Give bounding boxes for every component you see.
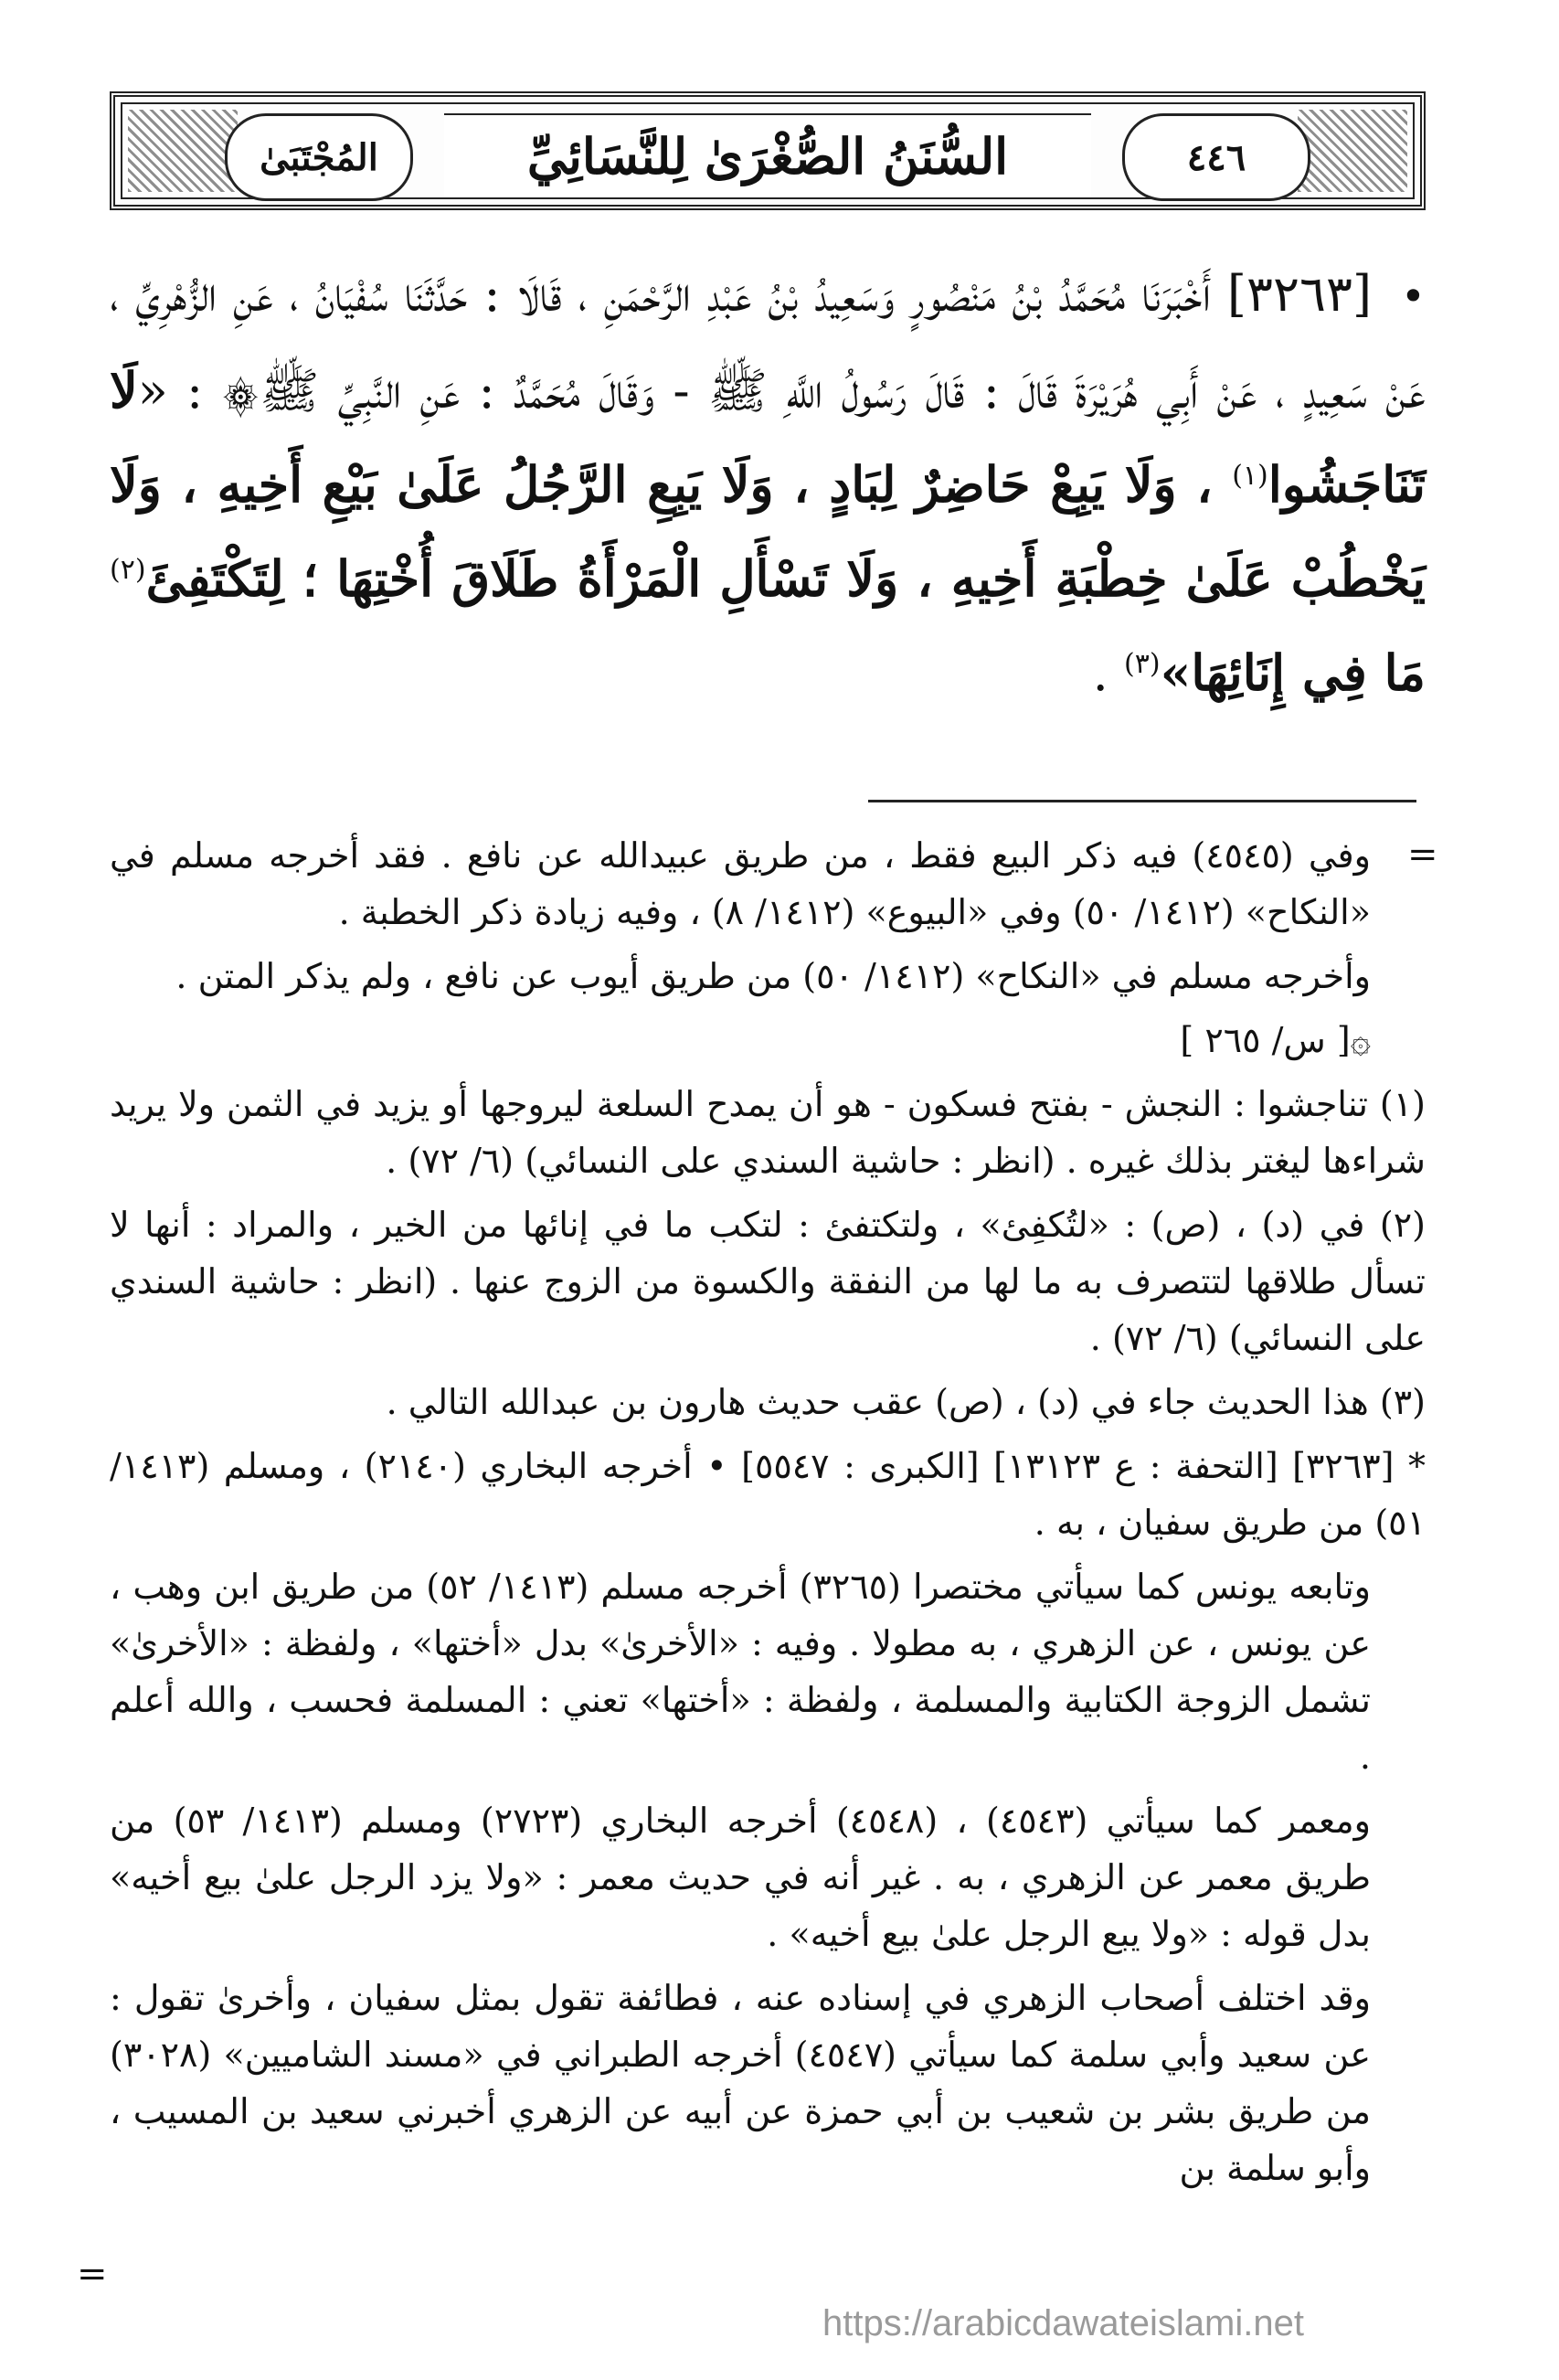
footnote-ref-2: (٢)	[110, 554, 146, 586]
hadith-matn-end: مَا فِي إِنَائِهَا»	[1160, 643, 1426, 702]
continuation-mark-bottom: =	[77, 2253, 108, 2295]
hadith-matn: لَا تَنَاجَشُوا	[110, 361, 1426, 514]
takhrij-paragraph: ومعمر كما سيأتي (٤٥٤٣) ، (٤٥٤٨) أخرجه البخاري (٢٧٢٣) ومسلم (١٤١٣/ ٥٣) من طريق معمر عن الزهري ، به . غير أنه في حديث معمر : «ولا يزد الرجل علىٰ بيع أخيه» بدل قوله : «ولا يبع الرجل علىٰ بيع أخيه» .	[110, 1801, 1372, 1954]
takhrij-line: * [٣٢٦٣] [التحفة : ع ١٣١٢٣] [الكبرى : ٥٥٤٧] • أخرجه البخاري (٢١٤٠) ، ومسلم (١٤١٣/ ٥١) من طريق سفيان ، به .	[110, 1446, 1426, 1543]
carry-over-note: وفي (٤٥٤٥) فيه ذكر البيع فقط ، من طريق عبيدالله عن نافع . فقد أخرجه مسلم في «النكاح» (١٤١٢/ ٥٠) وفي «البيوع» (١٤١٢/ ٨) ، وفيه زيادة ذكر الخطبة .	[110, 835, 1372, 932]
takhrij-paragraph: وقد اختلف أصحاب الزهري في إسناده عنه ، فطائفة تقول بمثل سفيان ، وأخرىٰ تقول : عن سعيد وأبي سلمة كما سيأتي (٤٥٤٧) أخرجه الطبراني في «مسند الشاميين» (٣٠٢٨) من طريق بشر بن شعيب بن أبي حمزة عن أبيه عن الزهري أخبرني سعيد بن المسيب ، وأبو سلمة بن	[110, 1978, 1371, 2188]
footnote-2: (٢) في (د) ، (ص) : «لتُكفِئ» ، ولتكتفئ : لتكب ما في إنائها من الخير ، والمراد : أنها لا تسأل طلاقها لتتصرف به ما لها من النفقة والكسوة من الزوج عنها . (انظر : حاشية السندي على النسائي) (٦/ ٧٢) .	[110, 1205, 1426, 1358]
page-header	[110, 91, 1426, 210]
footnote-3: (٣) هذا الحديث جاء في (د) ، (ص) عقب حديث هارون بن عبدالله التالي .	[386, 1382, 1426, 1422]
footnote-ref-1: (١)	[1232, 460, 1268, 492]
hadith-text	[110, 247, 1426, 720]
watermark-url: https://arabicdawateislami.net	[822, 2303, 1304, 2343]
footnotes	[110, 827, 1426, 2204]
page-reference: ۞[ س/ ٢٦٥ ]	[1180, 1020, 1371, 1060]
header-ornament-right	[1298, 110, 1407, 192]
hadith-isnad: أَخْبَرَنَا مُحَمَّدُ بْنُ مَنْصُورٍ وَسَعِيدُ بْنُ عَبْدِ الرَّحْمَنِ ، قَالَا : حَدَّثَنَا سُفْيَانُ ، عَنِ الزُّهْرِيِّ ، عَنْ سَعِيدٍ ، عَنْ أَبِي هُرَيْرَةَ قَالَ : قَالَ رَسُولُ اللَّهِ ﷺ - وَقَالَ مُحَمَّدٌ : عَنِ النَّبِيِّ ﷺ۞ : «	[110, 265, 1426, 420]
hadith-end-dot: .	[1092, 644, 1125, 702]
header-ornament-left	[128, 110, 238, 192]
book-label: المُجْتَبَىٰ	[225, 113, 413, 201]
hadith-number: [٣٢٦٣]	[1226, 265, 1373, 323]
footnote-ref-3: (٣)	[1124, 648, 1161, 680]
carry-over-note: وأخرجه مسلم في «النكاح» (١٤١٢/ ٥٠) من طريق أيوب عن نافع ، ولم يذكر المتن .	[175, 956, 1371, 996]
bullet-marker: •	[1400, 271, 1426, 321]
takhrij-paragraph: وتابعه يونس كما سيأتي مختصرا (٣٢٦٥) أخرجه مسلم (١٤١٣/ ٥٢) من طريق ابن وهب ، عن يونس ، عن الزهري ، به مطولا . وفيه : «الأخرىٰ» بدل «أختها» ، ولفظة : «الأخرىٰ» تشمل الزوجة الكتابية والمسلمة ، ولفظة : «أختها» تعني : المسلمة فحسب ، والله أعلم .	[110, 1567, 1372, 1777]
hadith-matn-cont: ، وَلَا يَبِعْ حَاضِرٌ لِبَادٍ ، وَلَا يَبِعِ الرَّجُلُ عَلَىٰ بَيْعِ أَخِيهِ ، وَلَا يَخْطُبْ عَلَىٰ خِطْبَةِ أَخِيهِ ، وَلَا تَسْأَلِ الْمَرْأَةُ طَلَاقَ أُخْتِهَا ؛ لِتَكْتَفِئَ	[110, 455, 1426, 608]
footnote-separator	[868, 800, 1416, 802]
page-number: ٤٤٦	[1122, 113, 1310, 201]
continuation-mark-top: =	[1407, 834, 1438, 876]
book-title: السُّنَنُ الصُّغْرَىٰ لِلنَّسَائِيِّ	[444, 113, 1091, 199]
footnote-1: (١) تناجشوا : النجش - بفتح فسكون - هو أن يمدح السلعة ليروجها أو يزيد في الثمن ولا يريد شراءها ليغتر بذلك غيره . (انظر : حاشية السندي على النسائي) (٦/ ٧٢) .	[110, 1084, 1426, 1181]
